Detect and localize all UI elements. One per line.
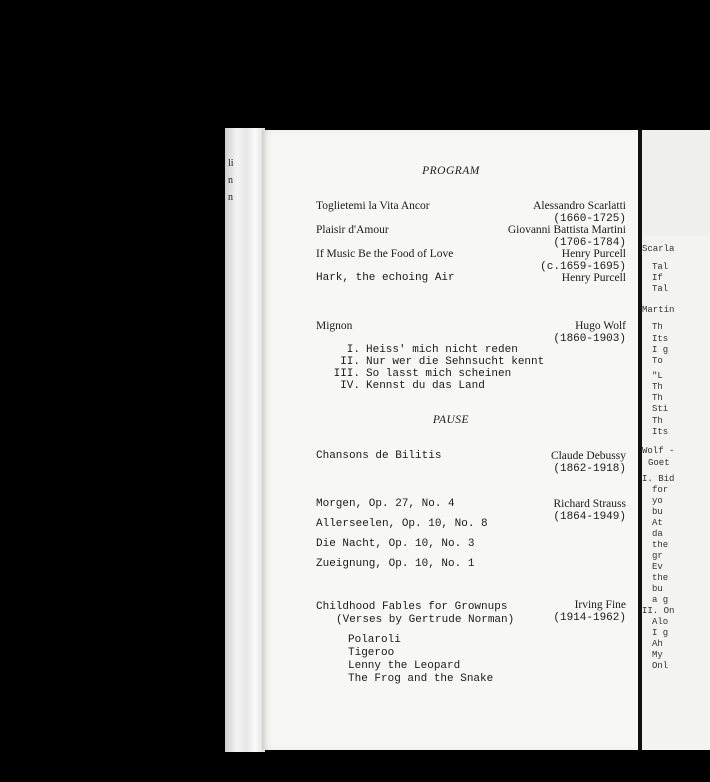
right-page-text-fragment: Wolf - <box>642 446 675 456</box>
right-page-text-fragment: the <box>652 540 669 550</box>
piece-title: Toglietemi la Vita Ancor <box>316 200 430 212</box>
right-page-text-fragment: Alo <box>652 617 669 627</box>
right-page-text-fragment: I g <box>652 345 669 355</box>
right-page-text-fragment: bu <box>652 507 663 517</box>
composer-name: Henry Purcell <box>561 272 626 284</box>
right-page-text-fragment: Sti <box>652 404 669 414</box>
piece-title: Childhood Fables for Grownups <box>316 601 508 613</box>
song-title: Heiss' mich nicht reden <box>366 344 518 356</box>
right-page-text-fragment: "L <box>652 371 663 381</box>
piece-title: If Music Be the Food of Love <box>316 248 454 260</box>
right-page-text-fragment: Its <box>652 427 669 437</box>
composer-dates: (c.1659-1695) <box>540 261 626 273</box>
song-title: Kennst du das Land <box>366 380 485 392</box>
right-page-text-fragment: bu <box>652 584 663 594</box>
book-page-edges <box>225 128 265 752</box>
right-page-text-fragment: yo <box>652 496 663 506</box>
song-title: Allerseelen, Op. 10, No. 8 <box>316 518 488 530</box>
right-page-text-fragment: Th <box>652 322 663 332</box>
right-page-text-fragment: Martin <box>642 305 675 315</box>
song-title: Zueignung, Op. 10, No. 1 <box>316 558 475 570</box>
right-page-text-fragment: da <box>652 529 663 539</box>
pause-title: PAUSE <box>432 414 470 426</box>
composer-name: Richard Strauss <box>553 498 626 510</box>
piece-title: Mignon <box>316 320 353 332</box>
right-page-text-fragment: To <box>652 356 663 366</box>
composer-name: Giovanni Battista Martini <box>507 224 626 236</box>
right-page-text-fragment: Scarla <box>642 244 675 254</box>
song-title: The Frog and the Snake <box>348 673 494 685</box>
composer-dates: (1862-1918) <box>553 463 626 475</box>
left-page-fragment <box>228 155 244 206</box>
right-page-text-fragment: If <box>652 273 663 283</box>
right-page-text-fragment: I. Bid <box>642 474 675 484</box>
song-number: III. <box>333 368 360 380</box>
right-page-text-fragment: Goet <box>648 458 670 468</box>
left-fragment-line: n <box>228 175 233 186</box>
right-page-text-fragment: Th <box>652 416 663 426</box>
right-page-text-fragment: Th <box>652 382 663 392</box>
song-title: Lenny the Leopard <box>348 660 461 672</box>
right-page-text-fragment: a g <box>652 595 669 605</box>
piece-title: Plaisir d'Amour <box>316 224 389 236</box>
song-title: Die Nacht, Op. 10, No. 3 <box>316 538 475 550</box>
composer-name: Henry Purcell <box>561 248 626 260</box>
composer-name: Hugo Wolf <box>575 320 626 332</box>
song-title: Tigeroo <box>348 647 395 659</box>
song-title: Nur wer die Sehnsucht kennt <box>366 356 545 368</box>
song-number: IV. <box>340 380 360 392</box>
right-page-text-fragment: Ah <box>652 639 663 649</box>
right-page-text-fragment: Its <box>652 334 669 344</box>
program-title: PROGRAM <box>422 165 480 177</box>
right-page-text-fragment: Tal <box>652 262 669 272</box>
right-page-text-fragment: At <box>652 518 663 528</box>
song-number: II. <box>340 356 360 368</box>
song-title: Polaroli <box>348 634 401 646</box>
left-fragment-line: li <box>228 158 234 169</box>
composer-dates: (1914-1962) <box>553 612 626 624</box>
right-page-text-fragment: II. On <box>642 606 675 616</box>
left-fragment-line: n <box>228 192 233 203</box>
song-number: I. <box>346 344 360 356</box>
right-page-text-fragment: for <box>652 485 669 495</box>
composer-dates: (1660-1725) <box>553 213 626 225</box>
right-page-top <box>642 130 710 235</box>
right-page-text-fragment: Ev <box>652 562 663 572</box>
song-title: So lasst mich scheinen <box>366 368 512 380</box>
piece-title: Hark, the echoing Air <box>316 272 455 284</box>
composer-name: Irving Fine <box>574 599 626 611</box>
right-page-text-fragment: Th <box>652 393 663 403</box>
piece-subtitle: (Verses by Gertrude Norman) <box>336 614 515 626</box>
composer-name: Claude Debussy <box>550 450 626 462</box>
composer-dates: (1706-1784) <box>553 237 626 249</box>
piece-title: Chansons de Bilitis <box>316 450 442 462</box>
right-page-text-fragment: the <box>652 573 669 583</box>
composer-name: Alessandro Scarlatti <box>533 200 626 212</box>
right-page-text-fragment: Onl <box>652 661 669 671</box>
right-page-text-fragment: My <box>652 650 663 660</box>
composer-dates: (1864-1949) <box>553 511 626 523</box>
song-title: Morgen, Op. 27, No. 4 <box>316 498 455 510</box>
composer-dates: (1860-1903) <box>553 333 626 345</box>
right-page-text-fragment: Tal <box>652 284 669 294</box>
right-page-text-fragment: I g <box>652 628 669 638</box>
right-page-text-fragment: gr <box>652 551 663 561</box>
